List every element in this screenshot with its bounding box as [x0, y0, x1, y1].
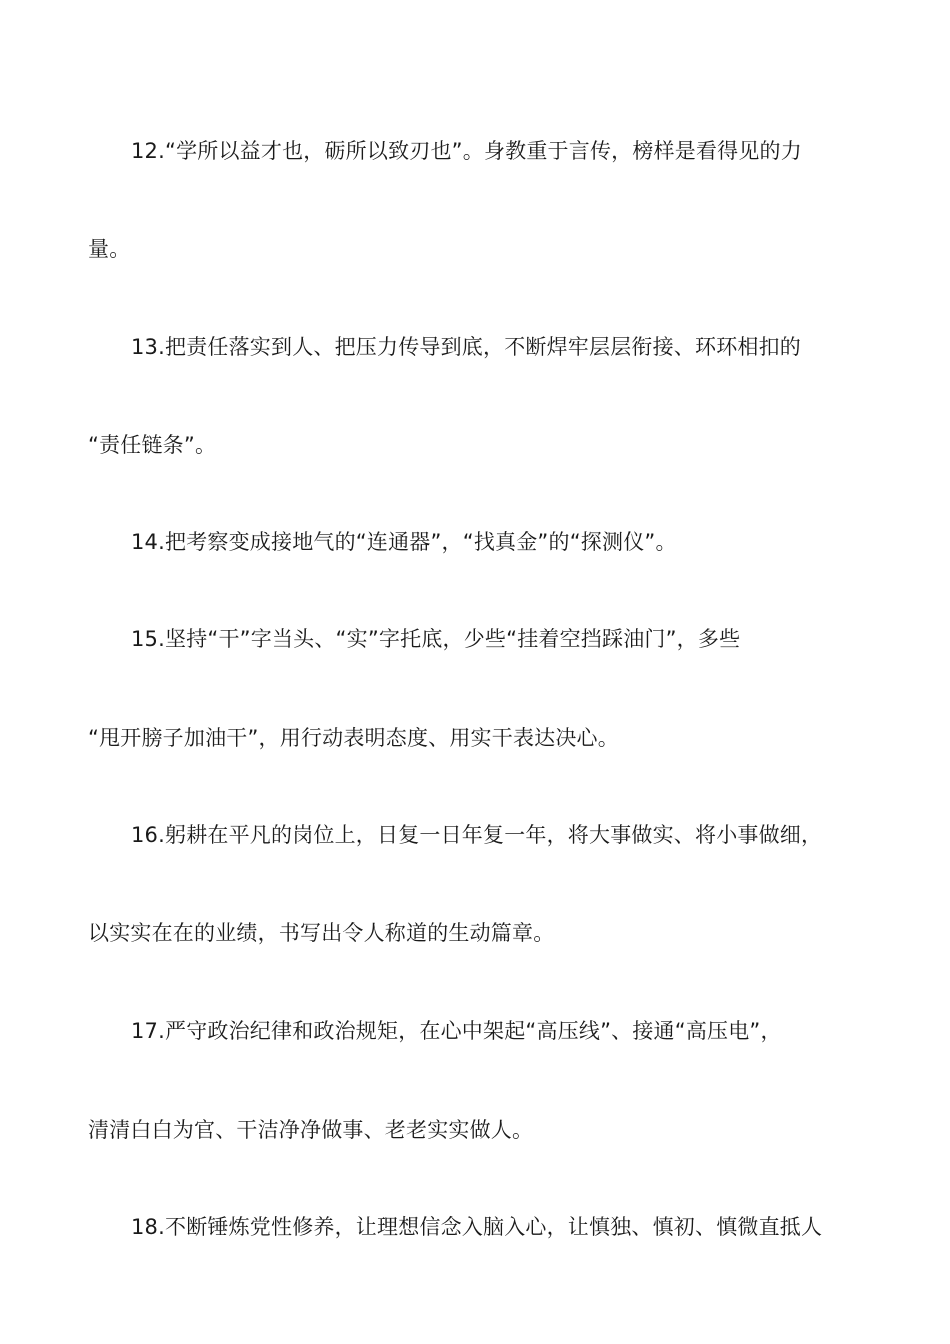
paragraph-16-line-2: 以实实在在的业绩，书写出令人称道的生动篇章。	[88, 921, 555, 945]
paragraph-15-line-1: 15.坚持“干”字当头、“实”字托底，少些“挂着空挡踩油门”，多些	[131, 627, 741, 651]
paragraph-13-line-1: 13.把责任落实到人、把压力传导到底，不断焊牢层层衔接、环环相扣的	[131, 335, 801, 359]
paragraph-15-line-2: “甩开膀子加油干”，用行动表明态度、用实干表达决心。	[88, 726, 619, 750]
paragraph-18-line-1: 18.不断锤炼党性修养，让理想信念入脑入心，让慎独、慎初、慎微直抵人	[131, 1215, 823, 1239]
paragraph-14-line-1: 14.把考察变成接地气的“连通器”，“找真金”的“探测仪”。	[131, 530, 677, 554]
paragraph-13-line-2: “责任链条”。	[88, 433, 217, 457]
paragraph-16-line-1: 16.躬耕在平凡的岗位上，日复一日年复一年，将大事做实、将小事做细，	[131, 823, 823, 847]
paragraph-17-line-2: 清清白白为官、干洁净净做事、老老实实做人。	[88, 1118, 534, 1142]
paragraph-17-line-1: 17.严守政治纪律和政治规矩，在心中架起“高压线”、接通“高压电”，	[131, 1019, 782, 1043]
paragraph-12-line-1: 12.“学所以益才也，砺所以致刃也”。身教重于言传，榜样是看得见的力	[131, 139, 802, 163]
paragraph-12-line-2: 量。	[88, 237, 131, 261]
